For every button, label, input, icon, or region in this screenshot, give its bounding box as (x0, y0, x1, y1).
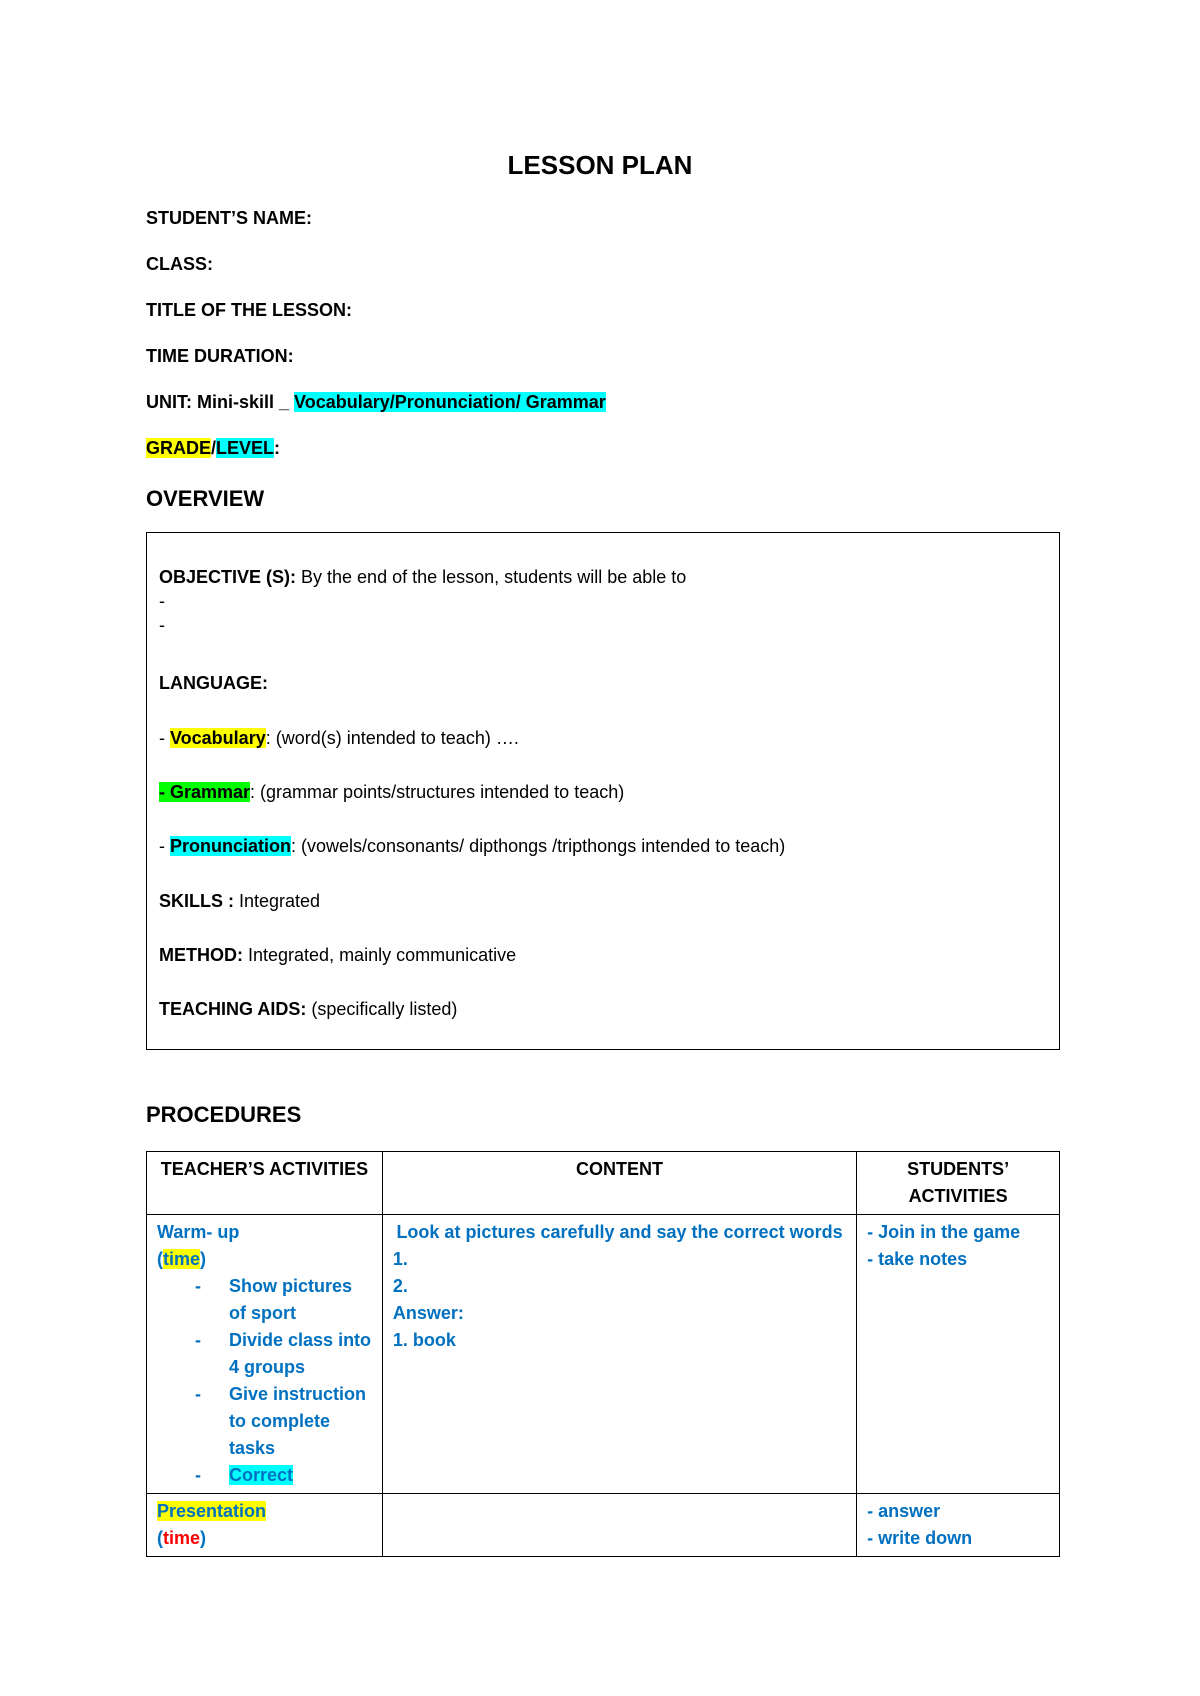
warmup-content-line: 2. (392, 1276, 408, 1296)
presentation-teacher-cell (147, 1494, 383, 1557)
grammar-label: - Grammar (159, 782, 251, 802)
objective-line (159, 567, 686, 588)
presentation-student-activity: - write down (867, 1528, 973, 1548)
language-label-text: LANGUAGE: (159, 673, 268, 693)
warmup-student-activity: - Join in the game (867, 1222, 1021, 1242)
list-item: - Give instruction to complete tasks (195, 1384, 367, 1458)
overview-box (146, 532, 1060, 1050)
warmup-teacher-cell (147, 1215, 383, 1494)
method-line (159, 945, 516, 966)
presentation-label-text: Presentation (157, 1501, 267, 1521)
teaching-aids-label: TEACHING AIDS: (159, 999, 307, 1019)
language-label (159, 673, 268, 694)
vocabulary-label: Vocabulary (170, 728, 266, 748)
header-content: CONTENT (382, 1152, 856, 1215)
warmup-content-cell (382, 1215, 856, 1494)
warmup-content-title: Look at pictures carefully and say the correct words (396, 1222, 843, 1242)
objective-dash-2: - (159, 615, 165, 635)
warmup-time-open: ( (157, 1249, 163, 1269)
warmup-step-text: Correct (229, 1465, 294, 1485)
presentation-time-text: time (163, 1528, 201, 1548)
objective-label: OBJECTIVE (S): (159, 567, 297, 587)
warmup-time-close: ) (200, 1249, 207, 1269)
student-name-field: STUDENT’S NAME: (146, 208, 312, 228)
skills-line (159, 891, 320, 912)
header-students-activities (857, 1152, 1060, 1215)
warmup-content-line: 1. (392, 1249, 408, 1269)
warmup-steps-list (157, 1273, 372, 1489)
warmup-label: Warm- up (157, 1222, 240, 1242)
grade-level-colon: : (274, 438, 281, 458)
time-duration-field: TIME DURATION: (146, 346, 294, 366)
skills-label: SKILLS : (159, 891, 234, 911)
pronunciation-text: : (vowels/consonants/ dipthongs /tripthongs intended to teach) (291, 836, 786, 856)
warmup-time (157, 1246, 372, 1273)
unit-prefix: UNIT: Mini-skill _ (146, 392, 295, 412)
header-students-line1: STUDENTS’ (907, 1159, 1010, 1179)
grade-label: GRADE (146, 438, 212, 458)
vocabulary-line (159, 728, 519, 749)
objective-dash-1: - (159, 591, 165, 611)
list-item: - Show pictures of sport (195, 1276, 353, 1323)
procedures-heading: PROCEDURES (146, 1102, 302, 1127)
warmup-step-text: Give instruction to complete tasks (229, 1384, 367, 1458)
warmup-step-text: Divide class into 4 groups (229, 1330, 372, 1377)
objective-text: By the end of the lesson, students will be able to (296, 567, 687, 587)
header-teacher-activities: TEACHER’S ACTIVITIES (147, 1152, 383, 1215)
header-students-line2: ACTIVITIES (908, 1186, 1008, 1206)
table-header-row (147, 1152, 1060, 1215)
grade-level-slash: / (211, 438, 217, 458)
list-item: - Divide class into 4 groups (195, 1330, 372, 1377)
presentation-student-activity: - answer (867, 1501, 941, 1521)
warmup-time-text: time (163, 1249, 201, 1269)
presentation-label (157, 1498, 372, 1525)
table-row (147, 1215, 1060, 1494)
presentation-time (157, 1525, 372, 1552)
presentation-time-close: ) (200, 1528, 207, 1548)
class-field: CLASS: (146, 254, 213, 274)
vocabulary-prefix: - (159, 728, 170, 748)
skills-text: Integrated (234, 891, 321, 911)
vocabulary-text: : (word(s) intended to teach) …. (265, 728, 519, 748)
level-label: LEVEL (216, 438, 275, 458)
method-text: Integrated, mainly communicative (243, 945, 517, 965)
list-item: - Correct (195, 1465, 294, 1485)
warmup-content-line: 1. book (392, 1330, 456, 1350)
warmup-student-activity: - take notes (867, 1249, 968, 1269)
warmup-content-line: Answer: (392, 1303, 464, 1323)
teaching-aids-text: (specifically listed) (306, 999, 458, 1019)
warmup-step-text: Show pictures of sport (229, 1276, 353, 1323)
unit-highlight: Vocabulary/Pronunciation/ Grammar (294, 392, 606, 412)
page-title: LESSON PLAN (507, 150, 693, 180)
presentation-time-open: ( (157, 1528, 163, 1548)
grammar-text: : (grammar points/structures intended to teach) (250, 782, 625, 802)
table-row (147, 1494, 1060, 1557)
presentation-students-cell (857, 1494, 1060, 1557)
warmup-students-cell (857, 1215, 1060, 1494)
pronunciation-line (159, 836, 785, 857)
method-label: METHOD: (159, 945, 243, 965)
pronunciation-prefix: - (159, 836, 170, 856)
presentation-content-cell (382, 1494, 856, 1557)
procedures-table (146, 1151, 1060, 1557)
title-of-lesson-field: TITLE OF THE LESSON: (146, 300, 352, 320)
teaching-aids-line (159, 999, 457, 1020)
grammar-line (159, 782, 624, 803)
overview-heading: OVERVIEW (146, 486, 265, 511)
pronunciation-label: Pronunciation (170, 836, 291, 856)
unit-field (146, 392, 606, 413)
grade-level-field (146, 438, 280, 459)
